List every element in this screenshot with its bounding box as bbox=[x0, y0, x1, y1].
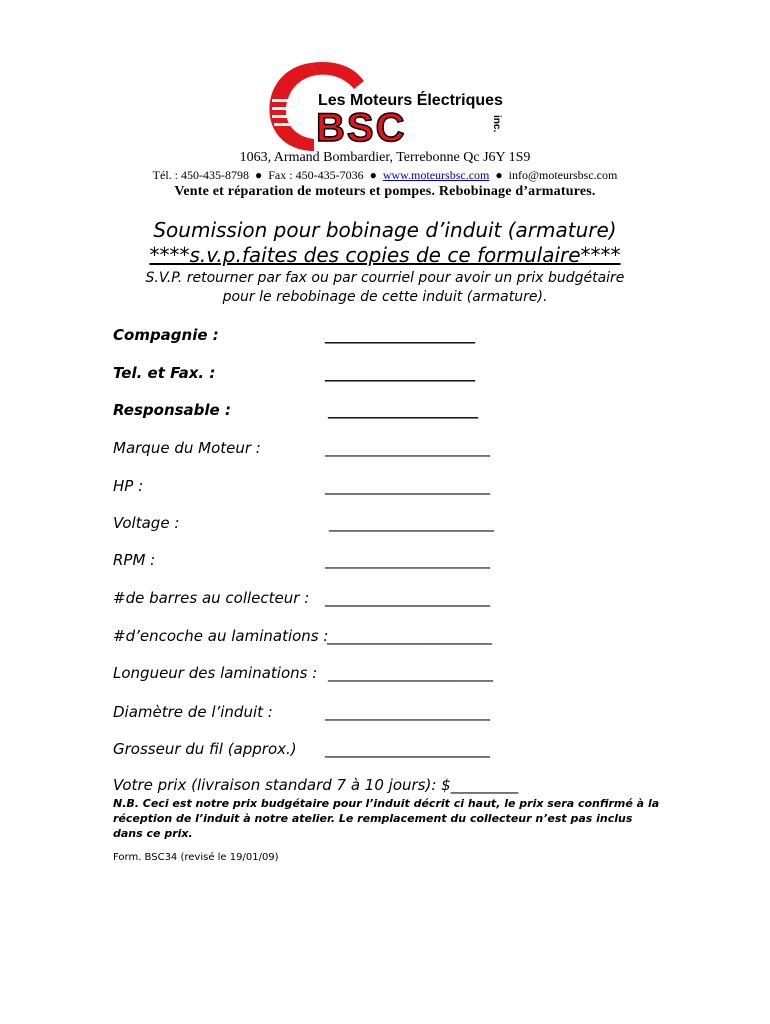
bullet-1: ● bbox=[252, 168, 266, 182]
logo-top-text: Les Moteurs Électriques bbox=[318, 92, 503, 109]
field-label: Voltage : bbox=[113, 514, 180, 532]
copies-note: ****s.v.p.faites des copies de ce formulaire**** bbox=[149, 243, 621, 267]
logo-suffix-text: inc. bbox=[491, 115, 502, 133]
field-label: #de barres au collecteur : bbox=[113, 589, 310, 607]
bullet-3: ● bbox=[492, 168, 506, 182]
nb-note: N.B. Ceci est notre prix budgétaire pour l’induit décrit ci haut, le prix sera confirmé à la réception de l’induit à notre atelier. Le remplacement du collecteur n’est pas inclus dans ce prix. bbox=[113, 797, 660, 840]
form-number: Form. BSC34 (revisé le 19/01/09) bbox=[113, 852, 279, 863]
instruction-line-2: pour le rebobinage de cette induit (armature). bbox=[222, 289, 548, 305]
field-blank[interactable]: ______________________ bbox=[325, 551, 490, 569]
field-blank[interactable]: ______________________ bbox=[329, 514, 494, 532]
company-logo bbox=[262, 55, 512, 155]
field-label: Marque du Moteur : bbox=[113, 439, 261, 457]
field-label: #d’encoche au laminations : bbox=[113, 627, 329, 645]
field-label: Diamètre de l’induit : bbox=[113, 703, 273, 721]
address-line: 1063, Armand Bombardier, Terrebonne Qc J6Y 1S9 bbox=[239, 150, 531, 165]
field-blank[interactable]: ____________________ bbox=[328, 401, 478, 419]
contact-line bbox=[0, 168, 770, 183]
field-blank[interactable]: ______________________ bbox=[325, 439, 490, 457]
logo-brand-text: BSC bbox=[316, 106, 407, 150]
services-line: Vente et réparation de moteurs et pompes. Rebobinage d’armatures. bbox=[174, 184, 596, 199]
field-label: Compagnie : bbox=[113, 326, 219, 344]
field-label: Tel. et Fax. : bbox=[113, 364, 216, 382]
field-label: Responsable : bbox=[113, 401, 231, 419]
field-label: Longueur des laminations : bbox=[113, 664, 318, 682]
field-blank[interactable]: ______________________ bbox=[325, 589, 490, 607]
field-blank[interactable]: ____________________ bbox=[325, 364, 475, 382]
form-title: Soumission pour bobinage d’induit (armature) bbox=[153, 218, 617, 242]
email-address: info@moteursbsc.com bbox=[508, 168, 618, 182]
field-blank[interactable]: ______________________ bbox=[328, 664, 493, 682]
website-link[interactable]: www.moteursbsc.com bbox=[382, 168, 490, 182]
field-blank[interactable]: ____________________ bbox=[325, 326, 475, 344]
fax-number: Fax : 450-435-7036 bbox=[268, 168, 364, 182]
field-label: RPM : bbox=[113, 551, 156, 569]
bullet-2: ● bbox=[366, 168, 380, 182]
instruction-line-1: S.V.P. retourner par fax ou par courriel pour avoir un prix budgétaire bbox=[145, 270, 625, 286]
field-blank[interactable]: ______________________ bbox=[327, 627, 492, 645]
phone-number: Tél. : 450-435-8798 bbox=[152, 168, 249, 182]
field-label: HP : bbox=[113, 477, 144, 495]
field-label: Grosseur du fil (approx.) bbox=[113, 740, 297, 758]
field-blank[interactable]: ______________________ bbox=[325, 740, 490, 758]
price-line: Votre prix (livraison standard 7 à 10 jours): $_________ bbox=[113, 776, 519, 794]
field-blank[interactable]: ______________________ bbox=[325, 703, 490, 721]
field-blank[interactable]: ______________________ bbox=[325, 477, 490, 495]
